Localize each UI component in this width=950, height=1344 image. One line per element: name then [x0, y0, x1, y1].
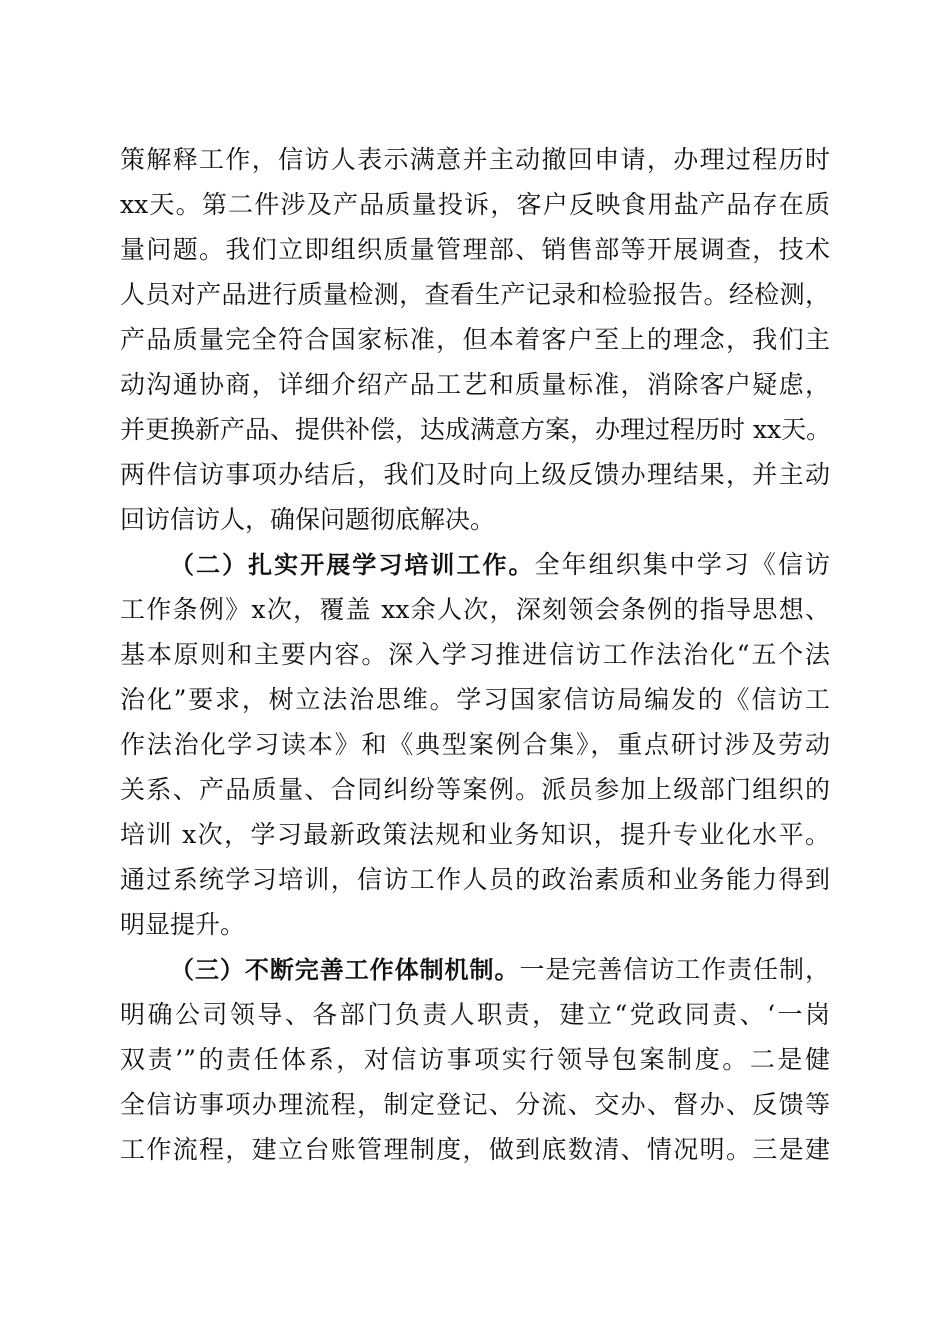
text-line: 明确公司领导、各部门负责人职责，建立“党政同责、‘一岗 [120, 1000, 830, 1029]
text-line: 产品质量完全符合国家标准，但本着客户至上的理念，我们主 [120, 325, 830, 354]
section-heading: （三）不断完善工作体制机制。 [170, 956, 520, 984]
text-line: 量问题。我们立即组织质量管理部、销售部等开展调查，技术 [120, 235, 830, 264]
text-line: 策解释工作，信访人表示满意并主动撤回申请，办理过程历时 [120, 145, 830, 174]
text-line: 培训 x次，学习最新政策法规和业务知识，提升专业化水平。 [120, 820, 830, 849]
section-first-line-text: 一是完善信访工作责任制， [519, 955, 830, 984]
text-line: 工作条例》x次，覆盖 xx余人次，深刻领会条例的指导思想、 [120, 595, 830, 624]
text-line: 人员对产品进行质量检测，查看生产记录和检验报告。经检测， [120, 280, 830, 309]
text-line: 并更换新产品、提供补偿，达成满意方案，办理过程历时 xx天。 [120, 415, 832, 444]
section-first-line-text: 全年组织集中学习《信访 [534, 550, 830, 579]
text-line: 基本原则和主要内容。深入学习推进信访工作法治化“五个法 [120, 640, 830, 669]
text-line: 关系、产品质量、合同纠纷等案例。派员参加上级部门组织的 [120, 775, 830, 804]
text-line [170, 548, 830, 582]
section-heading: （二）扎实开展学习培训工作。 [170, 551, 535, 579]
text-line: 治化”要求，树立法治思维。学习国家信访局编发的《信访工 [120, 685, 830, 714]
text-line: 回访信访人，确保问题彻底解决。 [120, 505, 496, 534]
text-line: 通过系统学习培训，信访工作人员的政治素质和业务能力得到 [120, 865, 830, 894]
text-line [170, 953, 830, 987]
text-line: 两件信访事项办结后，我们及时向上级反馈办理结果，并主动 [120, 460, 830, 489]
text-line: 双责’”的责任体系，对信访事项实行领导包案制度。二是健 [120, 1045, 830, 1074]
text-line: 作法治化学习读本》和《典型案例合集》，重点研讨涉及劳动 [120, 730, 830, 759]
text-line: 工作流程，建立台账管理制度，做到底数清、情况明。三是建 [120, 1135, 830, 1164]
text-line: 动沟通协商，详细介绍产品工艺和质量标准，消除客户疑虑， [120, 370, 830, 399]
text-line: 明显提升。 [120, 910, 246, 939]
text-line: 全信访事项办理流程，制定登记、分流、交办、督办、反馈等 [120, 1090, 830, 1119]
text-line: xx天。第二件涉及产品质量投诉，客户反映食用盐产品存在质 [120, 190, 830, 219]
